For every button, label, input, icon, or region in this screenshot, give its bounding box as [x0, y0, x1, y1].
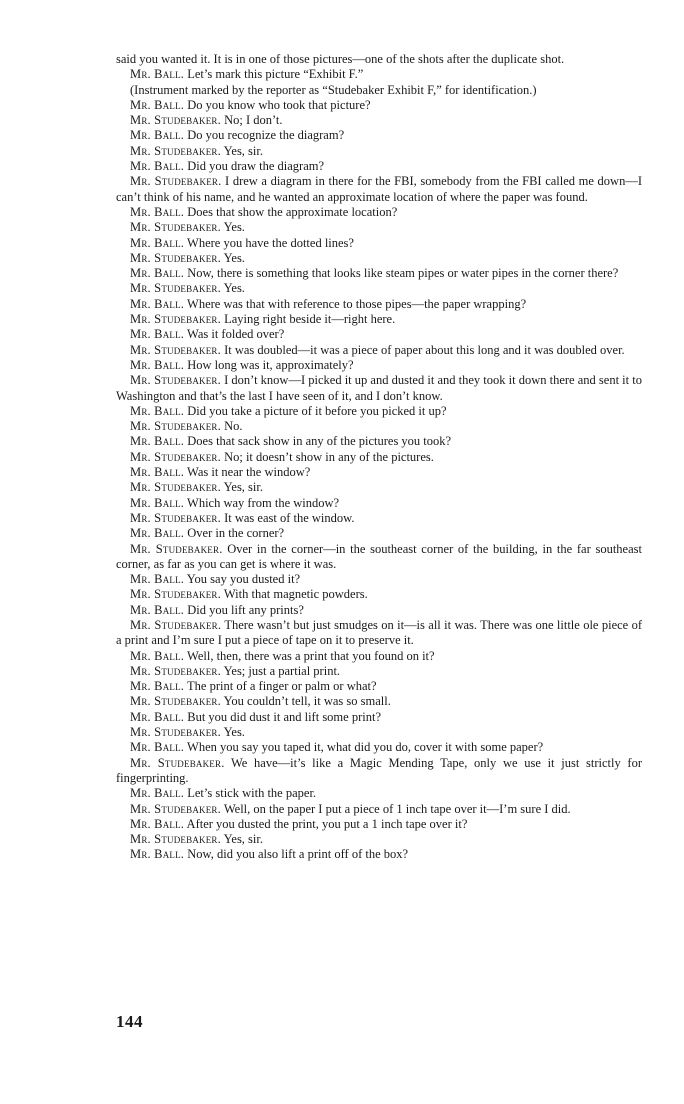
transcript-paragraph	[116, 52, 642, 67]
paragraph-text: Was it folded over?	[184, 327, 285, 342]
speaker-label: Mr. Ball.	[130, 67, 185, 82]
speaker-label: Mr. Ball.	[130, 296, 185, 311]
transcript-paragraph	[116, 174, 642, 205]
paragraph-text: Yes, sir.	[220, 143, 263, 158]
speaker-label: Mr. Ball.	[130, 847, 185, 862]
transcript-paragraph	[116, 373, 642, 404]
paragraph-text: Did you take a picture of it before you picked it up?	[184, 403, 447, 418]
paragraph-text: After you dusted the print, you put a 1 inch tape over it?	[184, 816, 468, 831]
paragraph-text: When you say you taped it, what did you do, cover it with some paper?	[184, 740, 544, 755]
transcript-paragraph	[116, 266, 642, 281]
paragraph-text: I don’t know—I picked it up and dusted it and they took it down there and sent it to Washington and that’s the last I have seen of it, and I don’t know.	[116, 373, 642, 403]
speaker-label: Mr. Studebaker.	[130, 541, 223, 556]
paragraph-text: It was doubled—it was a piece of paper about this long and it was doubled over.	[220, 342, 625, 357]
speaker-label: Mr. Studebaker.	[130, 801, 221, 816]
speaker-label: Mr. Studebaker.	[130, 663, 221, 678]
paragraph-text: Laying right beside it—right here.	[220, 312, 396, 327]
transcript-paragraph	[116, 128, 642, 143]
paragraph-text: The print of a finger or palm or what?	[184, 679, 377, 694]
speaker-label: Mr. Studebaker.	[130, 449, 221, 464]
paragraph-text: Well, on the paper I put a piece of 1 inch tape over it—I’m sure I did.	[220, 801, 571, 816]
paragraph-text: Do you recognize the diagram?	[184, 128, 345, 143]
transcript-paragraph	[116, 587, 642, 602]
transcript-paragraph	[116, 358, 642, 373]
transcript-paragraph	[116, 312, 642, 327]
paragraph-text: said you wanted it. It is in one of those pictures—one of the shots after the duplicate shot.	[116, 52, 565, 66]
paragraph-text: Yes; just a partial print.	[220, 663, 341, 678]
speaker-label: Mr. Ball.	[130, 602, 185, 617]
transcript-paragraph	[116, 832, 642, 847]
paragraph-text: Does that show the approximate location?	[184, 204, 398, 219]
paragraph-text: Well, then, there was a print that you found on it?	[184, 648, 435, 663]
transcript-paragraph	[116, 159, 642, 174]
transcript-paragraph	[116, 756, 642, 787]
paragraph-text: Yes.	[220, 281, 245, 296]
transcript-paragraph	[116, 740, 642, 755]
paragraph-text: Let’s mark this picture “Exhibit F.”	[184, 67, 364, 82]
speaker-label: Mr. Studebaker.	[130, 510, 221, 525]
speaker-label: Mr. Ball.	[130, 816, 185, 831]
transcript-paragraph	[116, 649, 642, 664]
transcript-paragraph	[116, 496, 642, 511]
transcript-paragraph	[116, 404, 642, 419]
speaker-label: Mr. Studebaker.	[130, 832, 221, 847]
speaker-label: Mr. Studebaker.	[130, 725, 221, 740]
paragraph-text: It was east of the window.	[220, 510, 355, 525]
speaker-label: Mr. Ball.	[130, 740, 185, 755]
speaker-label: Mr. Ball.	[130, 159, 185, 174]
speaker-label: Mr. Studebaker.	[130, 755, 225, 770]
transcript-paragraph	[116, 694, 642, 709]
transcript-paragraph	[116, 526, 642, 541]
transcript-paragraph	[116, 847, 642, 862]
speaker-label: Mr. Ball.	[130, 235, 185, 250]
speaker-label: Mr. Ball.	[130, 526, 185, 541]
speaker-label: Mr. Ball.	[130, 786, 185, 801]
transcript-paragraph	[116, 786, 642, 801]
transcript-paragraph	[116, 802, 642, 817]
transcript-paragraph	[116, 297, 642, 312]
paragraph-text: Yes.	[220, 220, 245, 235]
transcript-paragraph	[116, 434, 642, 449]
transcript-paragraph	[116, 618, 642, 649]
speaker-label: Mr. Ball.	[130, 357, 185, 372]
speaker-label: Mr. Ball.	[130, 97, 185, 112]
paragraph-text: Over in the corner?	[184, 526, 285, 541]
speaker-label: Mr. Ball.	[130, 572, 185, 587]
transcript-paragraph	[116, 220, 642, 235]
transcript-paragraph	[116, 98, 642, 113]
transcript-paragraph	[116, 710, 642, 725]
transcript-paragraph	[116, 603, 642, 618]
transcript-paragraph	[116, 236, 642, 251]
paragraph-text: No; I don’t.	[220, 113, 283, 128]
transcript-paragraph	[116, 83, 642, 98]
transcript-paragraph	[116, 343, 642, 358]
speaker-label: Mr. Ball.	[130, 266, 185, 281]
speaker-label: Mr. Ball.	[130, 327, 185, 342]
paragraph-text: You couldn’t tell, it was so small.	[220, 694, 391, 709]
transcript-paragraph	[116, 251, 642, 266]
paragraph-text: Where you have the dotted lines?	[184, 235, 354, 250]
transcript-paragraph	[116, 67, 642, 82]
speaker-label: Mr. Ball.	[130, 434, 185, 449]
speaker-label: Mr. Ball.	[130, 679, 185, 694]
speaker-label: Mr. Studebaker.	[130, 419, 221, 434]
speaker-label: Mr. Studebaker.	[130, 143, 221, 158]
transcript-paragraph	[116, 419, 642, 434]
transcript-paragraph	[116, 480, 642, 495]
paragraph-text: Yes, sir.	[220, 480, 263, 495]
paragraph-text: Now, there is something that looks like steam pipes or water pipes in the corner there?	[184, 266, 619, 281]
paragraph-text: Over in the corner—in the southeast corner of the building, in the far southeast corner, as far as you can get is where it was.	[116, 541, 642, 571]
paragraph-text: Where was that with reference to those pipes—the paper wrapping?	[184, 296, 527, 311]
transcript-paragraph	[116, 113, 642, 128]
paragraph-text: Yes.	[220, 250, 245, 265]
speaker-label: Mr. Studebaker.	[130, 281, 221, 296]
paragraph-text: (Instrument marked by the reporter as “Studebaker Exhibit F,” for identification.)	[130, 82, 537, 97]
speaker-label: Mr. Studebaker.	[130, 617, 222, 632]
paragraph-text: How long was it, approximately?	[184, 357, 354, 372]
paragraph-text: But you did dust it and lift some print?	[184, 709, 381, 724]
speaker-label: Mr. Studebaker.	[130, 312, 221, 327]
transcript-page	[116, 52, 642, 863]
transcript-paragraph	[116, 511, 642, 526]
transcript-paragraph	[116, 572, 642, 587]
speaker-label: Mr. Studebaker.	[130, 373, 221, 388]
paragraph-text: You say you dusted it?	[184, 572, 301, 587]
paragraph-text: Do you know who took that picture?	[184, 97, 371, 112]
speaker-label: Mr. Ball.	[130, 128, 185, 143]
paragraph-text: Yes.	[220, 725, 245, 740]
speaker-label: Mr. Studebaker.	[130, 220, 221, 235]
paragraph-text: Does that sack show in any of the pictures you took?	[184, 434, 452, 449]
paragraph-text: Yes, sir.	[220, 832, 263, 847]
speaker-label: Mr. Studebaker.	[130, 342, 221, 357]
transcript-paragraph	[116, 144, 642, 159]
speaker-label: Mr. Ball.	[130, 495, 185, 510]
paragraph-text: Which way from the window?	[184, 495, 340, 510]
speaker-label: Mr. Studebaker.	[130, 587, 221, 602]
speaker-label: Mr. Ball.	[130, 648, 185, 663]
transcript-paragraph	[116, 450, 642, 465]
paragraph-text: Let’s stick with the paper.	[184, 786, 317, 801]
transcript-paragraph	[116, 679, 642, 694]
paragraph-text: I drew a diagram in there for the FBI, somebody from the FBI called me down—I can’t think of his name, and he wanted an approximate location of where the paper was found.	[116, 174, 642, 204]
paragraph-text: Did you lift any prints?	[184, 602, 304, 617]
paragraph-text: No.	[220, 419, 243, 434]
speaker-label: Mr. Studebaker.	[130, 694, 221, 709]
speaker-label: Mr. Ball.	[130, 204, 185, 219]
speaker-label: Mr. Ball.	[130, 709, 185, 724]
page-number: 144	[116, 1012, 143, 1031]
transcript-paragraph	[116, 465, 642, 480]
speaker-label: Mr. Studebaker.	[130, 113, 221, 128]
paragraph-text: Was it near the window?	[184, 465, 311, 480]
transcript-paragraph	[116, 542, 642, 573]
paragraph-text: Now, did you also lift a print off of the box?	[184, 847, 409, 862]
paragraph-text: Did you draw the diagram?	[184, 159, 325, 174]
paragraph-text: There wasn’t but just smudges on it—is all it was. There was one little ole piece of a print and I’m sure I put a piece of tape on it to preserve it.	[116, 617, 642, 648]
paragraph-text: No; it doesn’t show in any of the pictures.	[220, 449, 434, 464]
speaker-label: Mr. Studebaker.	[130, 250, 221, 265]
transcript-paragraph	[116, 327, 642, 342]
paragraph-text: With that magnetic powders.	[220, 587, 368, 602]
speaker-label: Mr. Studebaker.	[130, 480, 221, 495]
paragraph-text: We have—it’s like a Magic Mending Tape, only we use it just strictly for fingerprinting.	[116, 755, 642, 785]
transcript-paragraph	[116, 817, 642, 832]
speaker-label: Mr. Studebaker.	[130, 174, 222, 189]
speaker-label: Mr. Ball.	[130, 465, 185, 480]
speaker-label: Mr. Ball.	[130, 403, 185, 418]
transcript-paragraph	[116, 725, 642, 740]
transcript-paragraph	[116, 205, 642, 220]
transcript-paragraph	[116, 281, 642, 296]
transcript-paragraph	[116, 664, 642, 679]
